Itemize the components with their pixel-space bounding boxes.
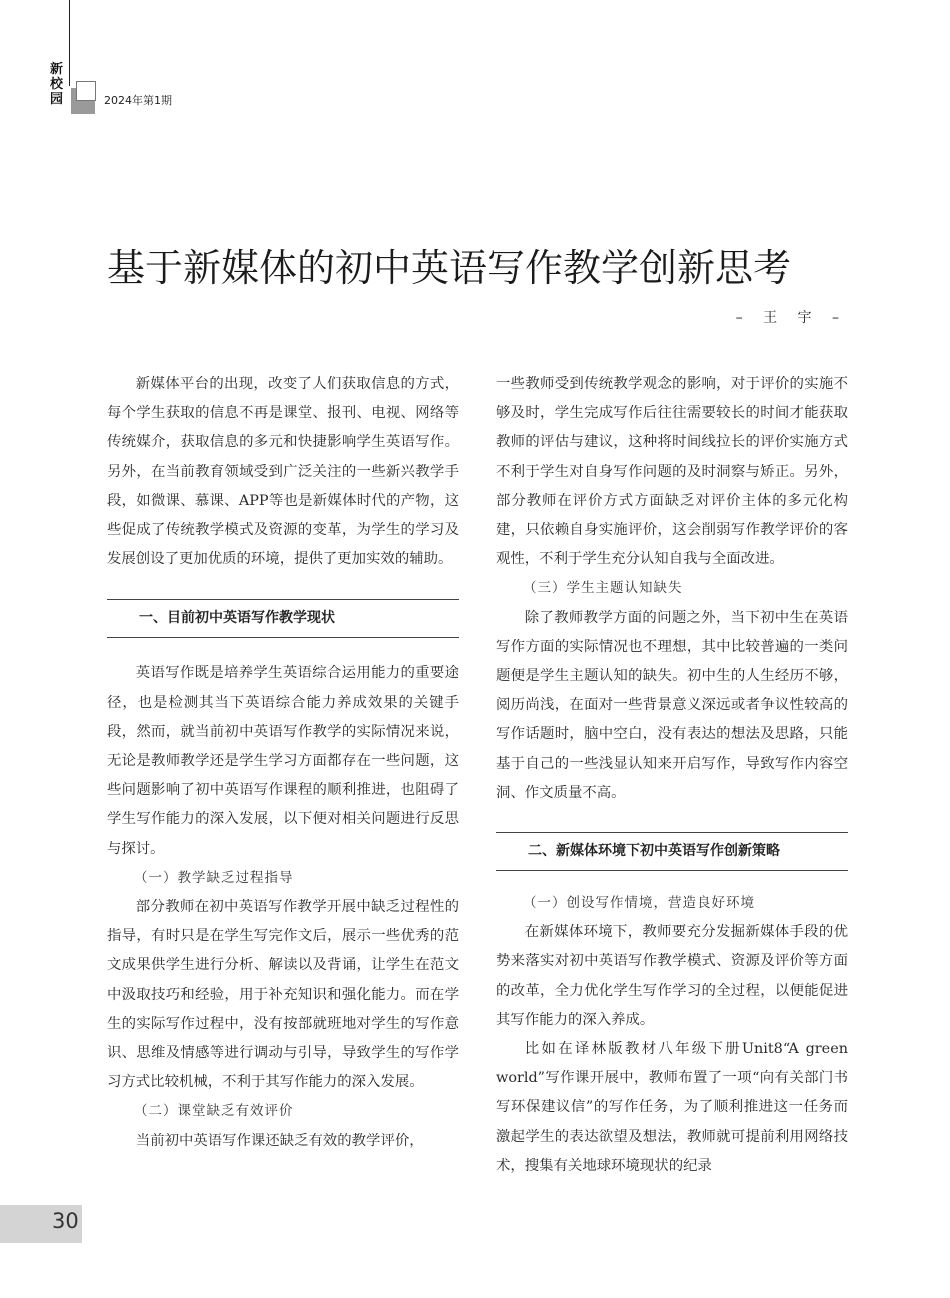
right-column (496, 370, 848, 1181)
issue-label: 2024年第1期 (104, 94, 172, 107)
brand-char: 校 (50, 77, 64, 92)
brand-char: 新 (50, 62, 64, 77)
section1-paragraph: 英语写作既是培养学生英语综合运用能力的重要途径，也是检测其当下英语综合能力养成效果的关键手段，然而，就当前初中英语写作教学的实际情况来说，无论是教师教学还是学生学习方面都存在一些问题，这些问题影响了初中英语写作课程的顺利推进，也阻碍了学生写作能力的深入发展，以下便对相关问题进行反思与探讨。 (107, 665, 459, 857)
sub2-paragraph-continued: 一些教师受到传统教学观念的影响，对于评价的实施不够及时，学生完成写作后往往需要较长的时间才能获取教师的评估与建议，这种将时间线拉长的评价实施方式不利于学生对自身写作问题的及时洞察与矫正。另外，部分教师在评价方式方面缺乏对评价主体的多元化构建，只依赖自身实施评价，这会削弱写作教学评价的客观性，不利于学生充分认知自我与全面改进。 (496, 376, 848, 568)
article-author: – 王 宇 – (735, 310, 847, 326)
subheading-1: （一）教学缺乏过程指导 (134, 869, 294, 886)
section2-sub1-paragraph: 在新媒体环境下，教师要充分发掘新媒体手段的优势来落实对初中英语写作教学模式、资源及评价等方面的改革，全力优化学生写作学习的全过程，以便能促进其写作能力的深入养成。 (496, 924, 848, 1028)
section-heading-1: 一、目前初中英语写作教学现状 (107, 599, 459, 638)
journal-brand (50, 62, 66, 107)
subheading-2: （二）课堂缺乏有效评价 (134, 1103, 294, 1120)
left-column (107, 370, 459, 1156)
brand-char: 园 (50, 92, 64, 107)
masthead-rule (69, 0, 70, 86)
section2-sub1-paragraph-2: 比如在译林版教材八年级下册Unit8“A green world”写作课开展中，教师布置了一项“向有关部门书写环保建议信”的写作任务，为了顺利推进这一任务而激起学生的表达欲望及想法，教师就可提前利用网络技术，搜集有关地球环境现状的纪录 (496, 1041, 848, 1174)
sub3-paragraph: 除了教师教学方面的问题之外，当下初中生在英语写作方面的实际情况也不理想，其中比较普遍的一类问题便是学生主题认知的缺失。初中生的人生经历不够，阅历尚浅，在面对一些背景意义深远或者争议性较高的写作话题时，脑中空白，没有表达的想法及思路，只能基于自己的一些浅显认知来开启写作，导致写作内容空洞、作文质量不高。 (496, 609, 848, 801)
section2-subheading-1: （一）创设写作情境，营造良好环境 (523, 895, 755, 912)
article-title: 基于新媒体的初中英语写作教学创新思考 (107, 246, 792, 291)
sub2-paragraph-start: 当前初中英语写作课还缺乏有效的教学评价， (135, 1132, 424, 1149)
intro-paragraph: 新媒体平台的出现，改变了人们获取信息的方式，每个学生获取的信息不再是课堂、报刊、电视、网络等传统媒介，获取信息的多元和快捷影响学生英语写作。另外，在当前教育领域受到广泛关注的一些新兴教学手段，如微课、慕课、APP等也是新媒体时代的产物，这些促成了传统教学模式及资源的变革，为学生的学习及发展创设了更加优质的环境，提供了更加实效的辅助。 (107, 376, 459, 568)
sub1-paragraph: 部分教师在初中英语写作教学开展中缺乏过程性的指导，有时只是在学生写完作文后，展示一些优秀的范文成果供学生进行分析、解读以及背诵，让学生在范文中汲取技巧和经验，用于补充知识和强化能力。而在学生的实际写作过程中，没有按部就班地对学生的写作意识、思维及情感等进行调动与引导，导致学生的写作学习方式比较机械，不利于其写作能力的深入发展。 (107, 899, 459, 1091)
section-heading-2: 二、新媒体环境下初中英语写作创新策略 (496, 832, 848, 871)
subheading-3: （三）学生主题认知缺失 (523, 580, 683, 597)
masthead-square-outline (76, 81, 96, 101)
page-number: 30 (52, 1209, 79, 1233)
